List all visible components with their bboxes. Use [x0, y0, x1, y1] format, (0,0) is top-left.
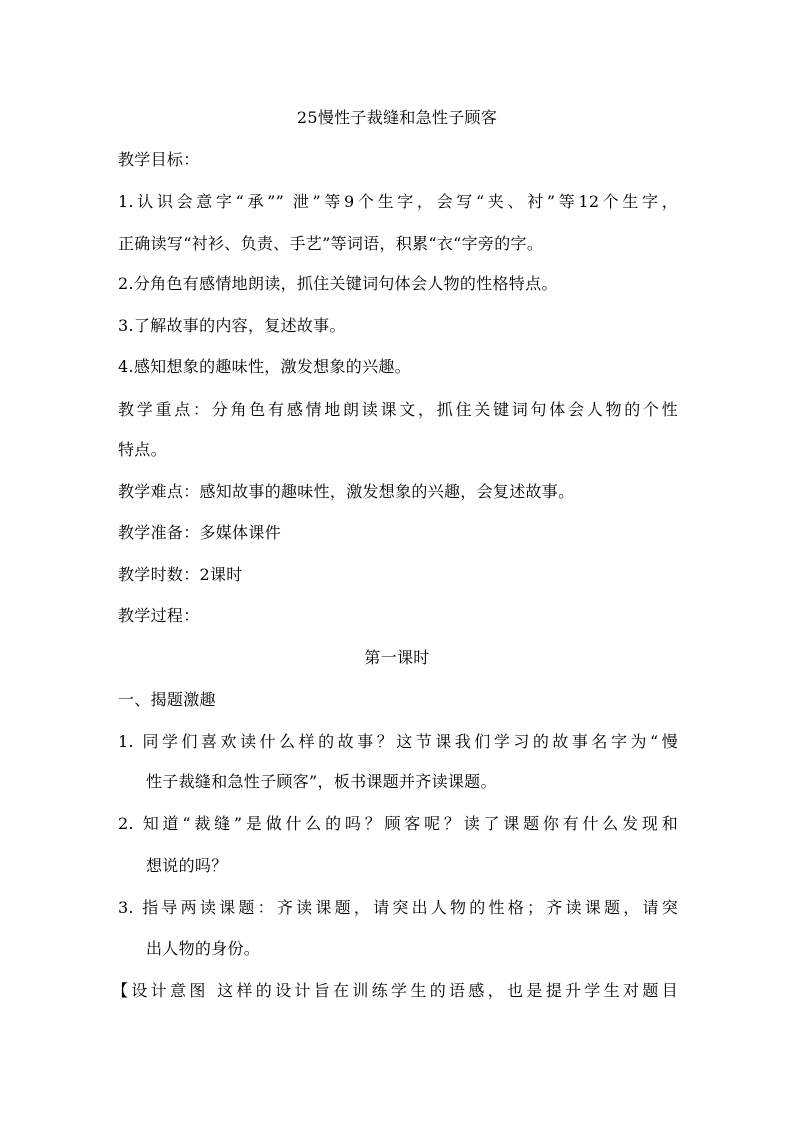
objective-3: 3.了解故事的内容，复述故事。 [118, 316, 346, 335]
preparation: 教学准备：多媒体课件 [118, 523, 282, 542]
step-1-line-1: 1. 同学们喜欢读什么样的故事？这节课我们学习的故事名字为“慢 [118, 732, 678, 751]
section-1-heading: 一、揭题激趣 [118, 690, 216, 709]
objectives-heading: 教学目标： [118, 150, 200, 169]
class-hours: 教学时数：2课时 [118, 565, 243, 584]
difficulties: 教学难点：感知故事的趣味性，激发想象的兴趣，会复述故事。 [118, 482, 575, 501]
key-points-line-1: 教学重点：分角色有感情地朗读课文，抓住关键词句体会人物的个性 [118, 400, 678, 419]
objective-4: 4.感知想象的趣味性，激发想象的兴趣。 [118, 357, 411, 376]
step-2-line-1: 2. 知道“裁缝”是做什么的吗？顾客呢？读了课题你有什么发现和 [118, 814, 678, 833]
step-3-line-2: 出人物的身份。 [146, 939, 261, 958]
objective-1-line-2: 正确读写“衬衫、负责、手艺”等词语，积累“衣“字旁的字。 [118, 234, 544, 253]
lesson-heading: 第一课时 [364, 648, 430, 667]
key-points-line-2: 特点。 [118, 440, 167, 459]
design-intent: 【设计意图 这样的设计旨在训练学生的语感，也是提升学生对题目 [112, 981, 678, 1000]
step-2-line-2: 想说的吗？ [146, 856, 228, 875]
process-heading: 教学过程： [118, 606, 200, 625]
step-3-line-1: 3. 指导两读课题：齐读课题，请突出人物的性格；齐读课题，请突 [118, 898, 678, 917]
objective-1-line-1: 1.认识会意字“承”” 泄”等9个生字，会写“夹、衬”等12个生字， [118, 192, 678, 211]
page-title: 25慢性子裁缝和急性子顾客 [296, 108, 498, 127]
objective-2: 2.分角色有感情地朗读，抓住关键词句体会人物的性格特点。 [118, 274, 558, 293]
step-1-line-2: 性子裁缝和急性子顾客”，板书课题并齐读课题。 [146, 772, 497, 791]
